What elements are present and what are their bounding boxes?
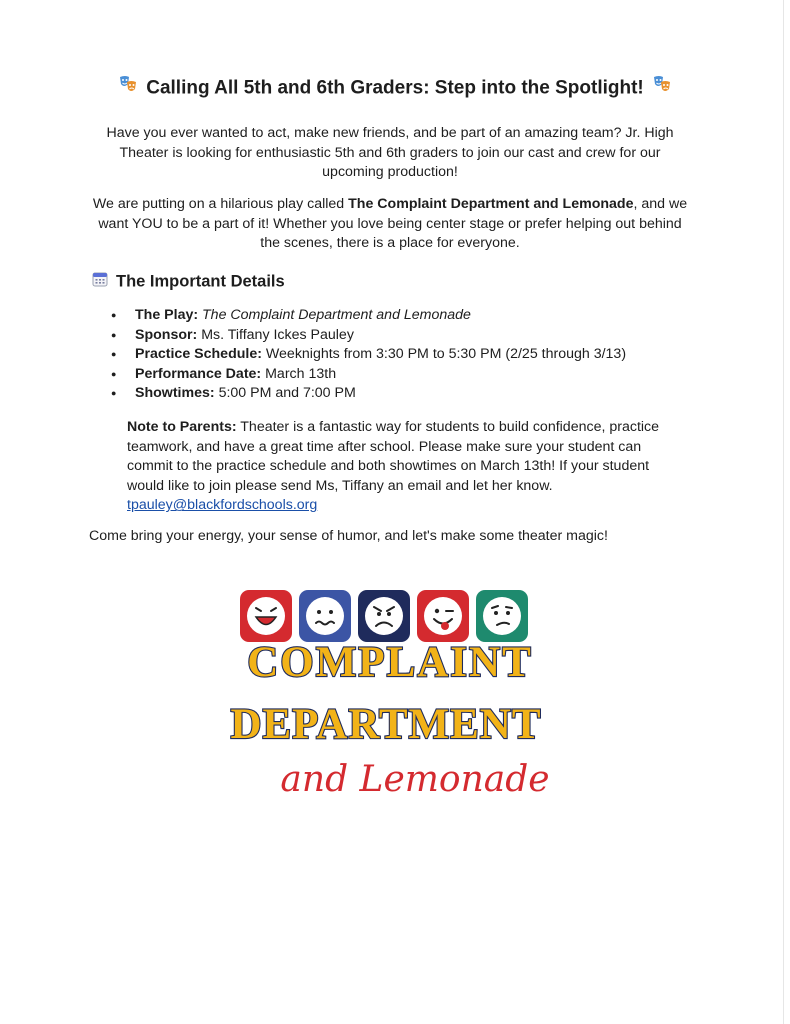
note-label: Note to Parents:	[127, 419, 237, 435]
angry-face-icon	[358, 590, 410, 642]
detail-value: The Complaint Department and Lemonade	[198, 307, 471, 323]
list-item	[108, 326, 626, 346]
detail-label: Sponsor:	[135, 326, 198, 343]
play-paragraph-end: , and we want YOU to be a part of it! Whether you love being center stage or prefer helping out behind the scenes, there is a place for everyone.	[98, 196, 688, 251]
page-title	[0, 74, 790, 103]
closing-line: Come bring your energy, your sense of humor, and let's make some theater magic!	[89, 528, 608, 544]
play-paragraph-start: We are putting on a hilarious play called	[92, 196, 349, 212]
detail-label: The Play:	[135, 307, 199, 323]
detail-value: Weeknights from 3:30 PM to 5:30 PM (2/25 through 3/13)	[261, 346, 627, 363]
page-edge	[783, 0, 784, 1024]
theater-masks-icon	[118, 74, 138, 103]
title-text: Calling All 5th and 6th Graders: Step into the Spotlight!	[146, 77, 644, 99]
email-link[interactable]: tpauley@blackfordschools.org	[127, 497, 318, 514]
details-list	[108, 306, 626, 404]
logo-line-lemonade: and Lemonade	[280, 759, 550, 800]
detail-label: Performance Date:	[135, 365, 262, 382]
list-item	[108, 306, 626, 326]
detail-value: Ms. Tiffany Ickes Pauley	[197, 326, 354, 343]
detail-label: Showtimes:	[135, 385, 215, 402]
list-item	[108, 345, 626, 365]
laughing-face-icon	[240, 590, 292, 642]
skeptical-face-icon	[476, 590, 528, 642]
intro-paragraph: Have you ever wanted to act, make new friends, and be part of an amazing team? Jr. High Theater is looking for enthusiastic 5th and 6th graders to join our cast and crew for our upcoming production!	[106, 125, 674, 180]
detail-value: March 13th	[261, 365, 337, 382]
play-paragraph	[88, 195, 692, 254]
calendar-icon	[92, 271, 108, 293]
details-heading	[92, 270, 285, 293]
note-text: Theater is a fantastic way for students to build confidence, practice teamwork, and have a great time after school. Please make sure your student can commit to the practice schedule and both showtimes on March 13th! If your student would like to join please send Ms, Tiffany an email and let her know.	[127, 419, 660, 494]
detail-label: Practice Schedule:	[135, 346, 262, 363]
worried-face-icon	[299, 590, 351, 642]
play-logo	[210, 588, 570, 818]
list-item	[108, 384, 626, 404]
play-name: The Complaint Department and Lemonade	[348, 196, 634, 212]
list-item	[108, 365, 626, 385]
winking-face-icon	[417, 590, 469, 642]
logo-graphic	[210, 588, 570, 818]
note-to-parents	[127, 418, 667, 516]
theater-masks-icon	[652, 74, 672, 103]
logo-line-department: DEPARTMENT	[230, 701, 542, 748]
detail-value: 5:00 PM and 7:00 PM	[214, 385, 356, 402]
details-heading-text: The Important Details	[116, 272, 285, 291]
logo-line-complaint: COMPLAINT	[247, 639, 533, 686]
